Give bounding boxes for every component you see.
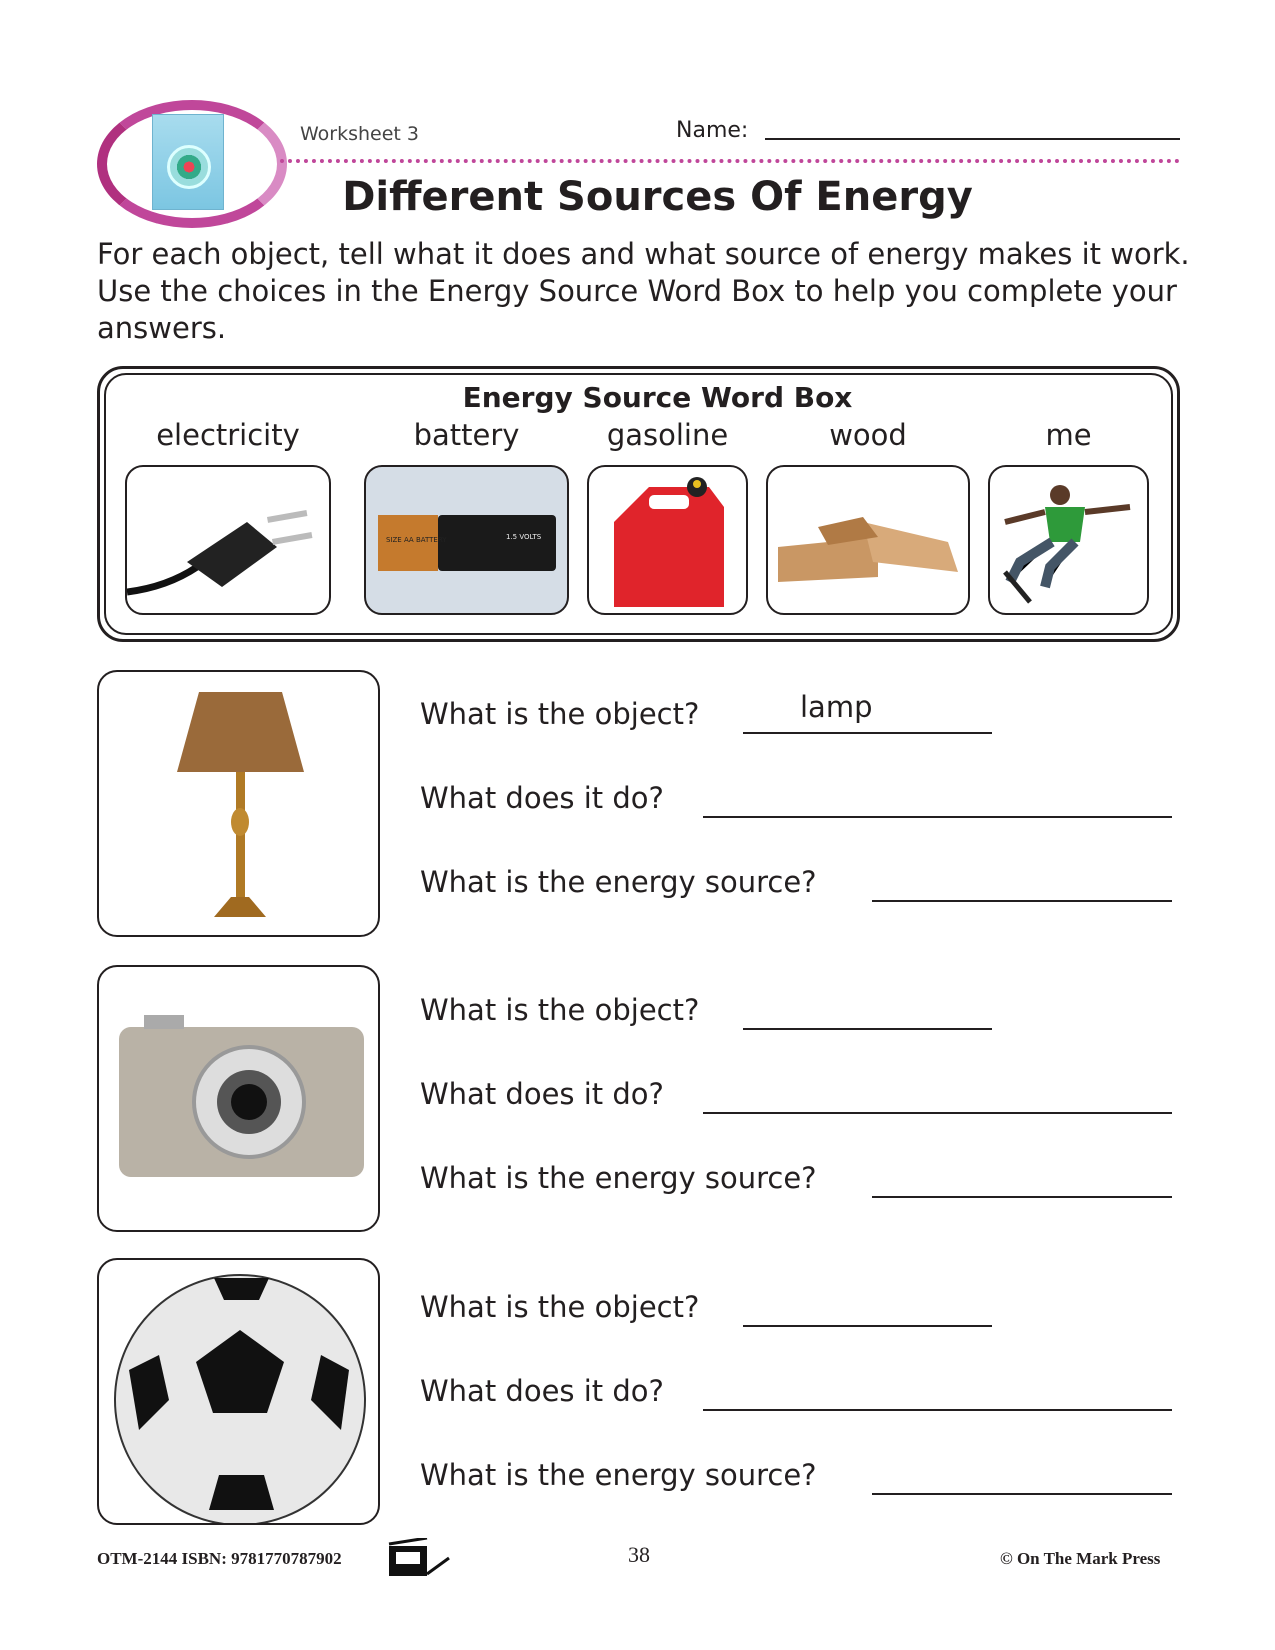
instructions: For each object, tell what it does and what source of energy makes it work. Use the choices in the Energy Source Word Box to help you complete your answers. [97,237,1190,345]
plug-image [125,465,331,615]
answer-does-field[interactable] [703,1112,1172,1114]
word-wood: wood [829,418,907,452]
svg-text:1.5 VOLTS: 1.5 VOLTS [506,533,542,541]
word-me: me [1045,418,1092,452]
word-box-title: Energy Source Word Box [462,381,853,414]
question-source: What is the energy source? [420,1458,817,1492]
question-object: What is the object? [420,697,700,731]
page-number: 38 [628,1542,650,1567]
question-source: What is the energy source? [420,1161,817,1195]
question-does: What does it do? [420,1077,664,1111]
answer-object-field[interactable] [743,1325,992,1327]
answer-source-field[interactable] [872,1196,1172,1198]
footer-isbn: OTM-2144 ISBN: 9781770787902 [97,1549,342,1568]
book-logo-icon [387,1538,462,1576]
question-object: What is the object? [420,1290,700,1324]
word-electricity: electricity [156,418,300,452]
question-does: What does it do? [420,1374,664,1408]
wood-image [766,465,970,615]
question-source: What is the energy source? [420,865,817,899]
answer-object-field[interactable] [743,732,992,734]
name-field[interactable] [765,138,1180,144]
answer-does-field[interactable] [703,1409,1172,1411]
page-title: Different Sources Of Energy [342,174,973,220]
answer-source-field[interactable] [872,900,1172,902]
worksheet-number: Worksheet 3 [300,123,420,145]
battery-image [364,465,569,615]
answer-object: lamp [800,690,873,724]
name-label: Name: [676,118,749,143]
camera-image [97,965,380,1232]
answer-source-field[interactable] [872,1493,1172,1495]
word-battery: battery [413,418,520,452]
skateboarder-image [988,465,1149,615]
answer-object-field[interactable] [743,1028,992,1030]
divider [280,159,1180,163]
copyright: © On The Mark Press [1000,1549,1161,1568]
word-gasoline: gasoline [606,418,729,452]
answer-does-field[interactable] [703,816,1172,818]
battery-label: SIZE AA BATTERY [386,536,447,544]
soccer-ball-image [97,1258,380,1525]
question-does: What does it do? [420,781,664,815]
gas-can-image [587,465,748,615]
question-object: What is the object? [420,993,700,1027]
lamp-image [97,670,380,937]
